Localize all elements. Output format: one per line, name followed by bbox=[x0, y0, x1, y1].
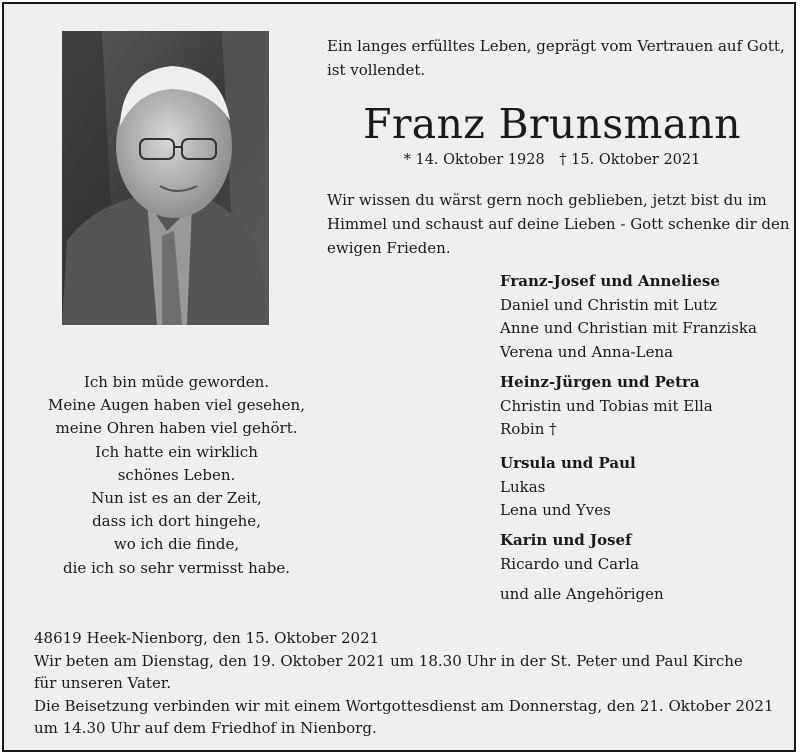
closing-relatives: und alle Angehörigen bbox=[500, 585, 664, 603]
family-member: Verena und Anna-Lena bbox=[500, 342, 674, 361]
poem-line: die ich so sehr vermisst habe. bbox=[63, 558, 290, 577]
poem-line: Ich bin müde geworden. bbox=[83, 373, 270, 391]
portrait-image bbox=[62, 31, 269, 325]
obituary-card bbox=[2, 2, 796, 752]
family-member: Lena und Yves bbox=[500, 501, 611, 520]
poem bbox=[44, 371, 309, 580]
poem-line: Nun ist es an der Zeit, bbox=[91, 489, 262, 508]
footer-line: um 14.30 Uhr auf dem Friedhof in Nienborg. bbox=[34, 719, 377, 738]
family-group bbox=[500, 270, 790, 364]
family-member: Lukas bbox=[500, 477, 546, 496]
funeral-details bbox=[34, 627, 784, 740]
family-head: Heinz-Jürgen und Petra bbox=[500, 373, 700, 391]
family-head: Karin und Josef bbox=[500, 531, 632, 549]
portrait-photo bbox=[62, 31, 269, 325]
poem-line: meine Ohren haben viel gehört. bbox=[55, 419, 298, 438]
deceased-name: Franz Brunsmann bbox=[363, 100, 741, 148]
birth-date: * 14. Oktober 1928 bbox=[403, 152, 545, 168]
family-head: Ursula und Paul bbox=[500, 454, 636, 472]
death-date: † 15. Oktober 2021 bbox=[559, 152, 701, 168]
family-group bbox=[500, 452, 790, 523]
family-member: Daniel und Christin mit Lutz bbox=[500, 295, 717, 314]
farewell-line: ewigen Frieden. bbox=[327, 239, 451, 257]
family-member: Anne und Christian mit Franziska bbox=[500, 319, 757, 338]
footer-line: Wir beten am Dienstag, den 19. Oktober 2021 um 18.30 Uhr in der St. Peter und Paul Kirche bbox=[34, 651, 743, 670]
family-member: Robin † bbox=[500, 420, 557, 439]
footer-line: 48619 Heek-Nienborg, den 15. Oktober 2021 bbox=[34, 629, 380, 647]
life-dates bbox=[327, 150, 777, 170]
intro-text bbox=[327, 34, 787, 82]
family-group bbox=[500, 371, 790, 442]
poem-line: dass ich dort hingehe, bbox=[92, 512, 261, 531]
family-member: Ricardo und Carla bbox=[500, 554, 640, 573]
poem-line: Meine Augen haben viel gesehen, bbox=[48, 396, 305, 415]
family-head: Franz-Josef und Anneliese bbox=[500, 272, 720, 290]
farewell-line: Wir wissen du wärst gern noch geblieben, jetzt bist du im bbox=[327, 191, 767, 209]
family-group bbox=[500, 529, 790, 576]
poem-line: wo ich die finde, bbox=[113, 535, 240, 554]
farewell-text bbox=[327, 188, 790, 260]
farewell-line: Himmel und schaust auf deine Lieben - Gott schenke dir den bbox=[327, 215, 790, 233]
family-member: Christin und Tobias mit Ella bbox=[500, 396, 713, 415]
footer-line: für unseren Vater. bbox=[34, 674, 172, 693]
intro-line: Ein langes erfülltes Leben, geprägt vom Vertrauen auf Gott, bbox=[327, 37, 785, 55]
poem-line: schönes Leben. bbox=[117, 465, 236, 484]
footer-line: Die Beisetzung verbinden wir mit einem Wortgottesdienst am Donnerstag, den 21. Oktober 2021 bbox=[34, 696, 774, 715]
intro-line: ist vollendet. bbox=[327, 61, 426, 79]
poem-line: Ich hatte ein wirklich bbox=[95, 442, 258, 461]
